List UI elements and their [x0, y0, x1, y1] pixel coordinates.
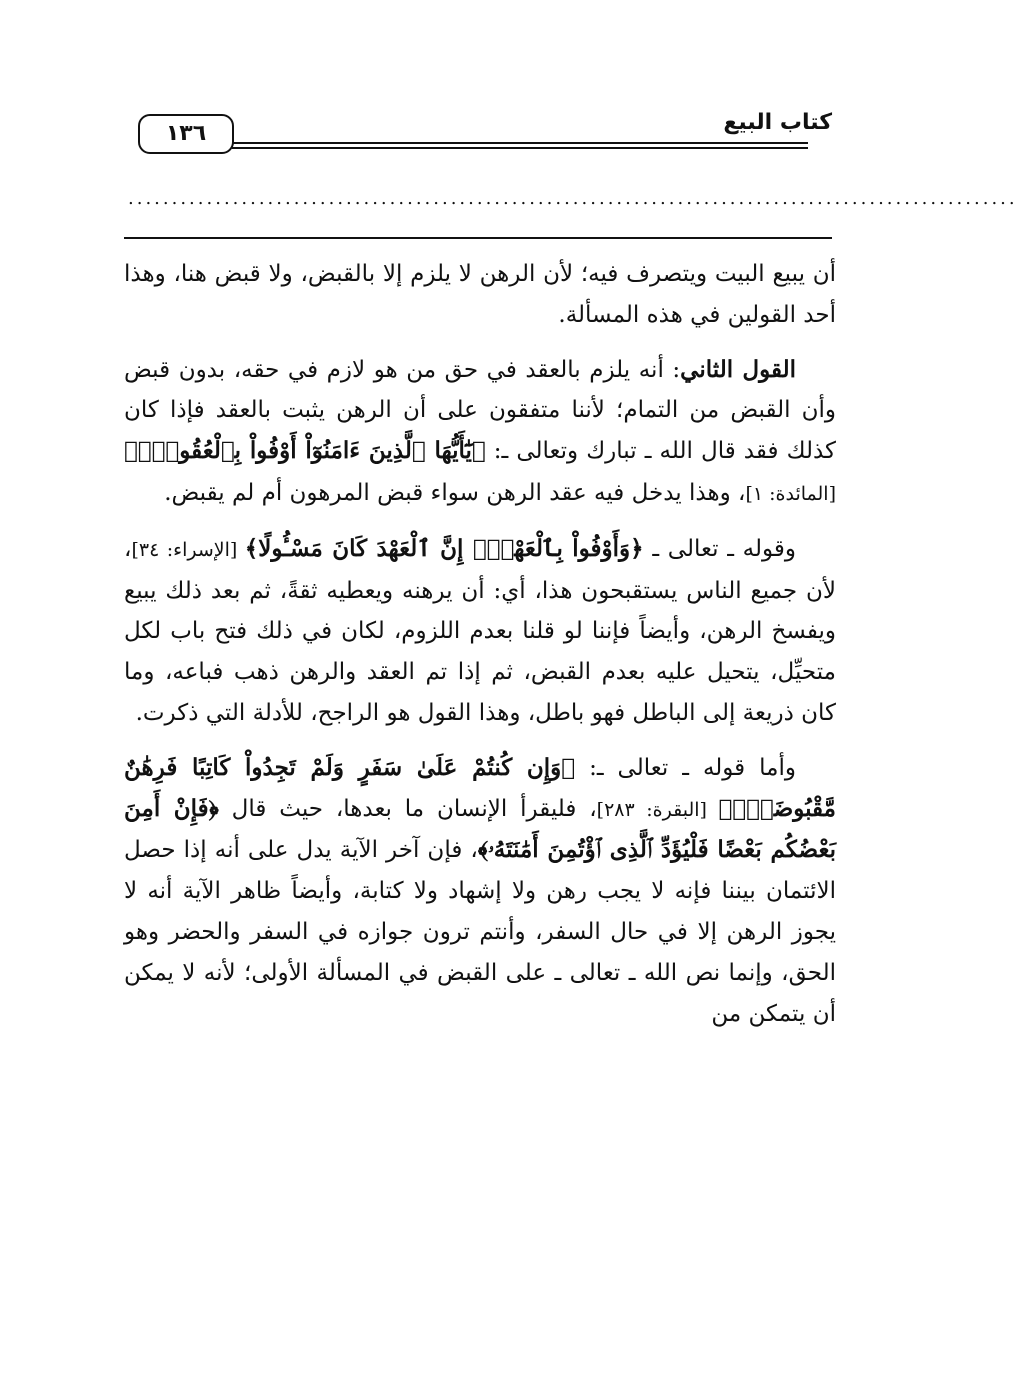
quran-verse: ﴿يَٰٓأَيُّهَا ٱلَّذِينَ ءَامَنُوٓاْ أَوْفُواْ بِٱلْعُقُودِۚ﴾	[124, 437, 486, 465]
page-number-rule	[232, 142, 268, 144]
paragraph-4	[124, 748, 836, 1035]
verse-reference: [البقرة: ٢٨٣]	[596, 798, 719, 821]
page-header	[120, 108, 832, 152]
page-number-rule	[232, 147, 268, 149]
book-title: كتاب البيع	[723, 110, 832, 135]
quran-verse: ﴿وَإِن كُنتُمْ عَلَىٰ سَفَرٍ وَلَمْ تَجِدُواْ كَاتِبًا فَرِهَٰنٌ مَّقْبُوضَةٌۖ﴾	[124, 753, 836, 822]
text-span: وقوله ـ تعالى ـ	[643, 535, 797, 562]
text-span: ، فليقرأ الإنسان ما بعدها، حيث قال	[218, 795, 597, 822]
paragraph-1: أن يبيع البيت ويتصرف فيه؛ لأن الرهن لا يلزم إلا بالقبض، ولا قبض هنا، وهذا أحد القولين في هذه المسألة.	[124, 261, 836, 328]
text-span: : أنه يلزم بالعقد في حق من هو لازم في حقه، بدون قبض وأن القبض من التمام؛ لأننا متفقون على أن الرهن يثبت بالعقد فإذا كان كذلك فقد قال الله ـ تبارك وتعالى ـ:	[124, 356, 836, 465]
page-body	[124, 254, 836, 1034]
paragraph-2	[124, 350, 836, 515]
quran-verse: ﴿وَأَوْفُواْ بِٱلْعَهْدِۖ إِنَّ ٱلْعَهْدَ كَانَ مَسْـُٔولًا﴾	[244, 534, 644, 562]
verse-reference: [المائدة: ١]	[745, 482, 836, 505]
text-span: وأما قوله ـ تعالى ـ:	[575, 754, 796, 781]
quran-verse: ﴿فَإِنْ أَمِنَ بَعْضُكُم بَعْضًا فَلْيُؤَدِّ ٱلَّذِى ٱؤْتُمِنَ أَمَٰنَتَهُۥ﴾	[124, 794, 836, 864]
verse-reference: [الإسراء: ٣٤]	[131, 538, 245, 561]
text-span: ، لأن جميع الناس يستقبحون هذا، أي: أن يرهنه ويعطيه ثقةً، ثم بعد ذلك يبيع ويفسخ الرهن، وأيضاً فإننا لو قلنا بعدم اللزوم، لكان في ذلك فتح باب لكل متحيِّل، يتحيل عليه بعدم القبض، ثم إذا تم العقد والرهن ذهب فباعه، وما كان ذريعة إلى الباطل فهو باطل، وهذا القول هو الراجح، للأدلة التي ذكرت.	[124, 535, 836, 726]
separator-rule	[124, 237, 832, 239]
page-number-box	[120, 118, 268, 150]
text-span: ، وهذا يدخل فيه عقد الرهن سواء قبض المرهون أم لم يقبض.	[164, 479, 746, 506]
dotted-separator: ......................................................................................................	[128, 188, 1018, 209]
header-rule	[268, 142, 808, 144]
header-rule	[268, 147, 808, 149]
paragraph-3	[124, 529, 836, 734]
page-number: ١٣٦	[138, 114, 234, 154]
section-heading: القول الثاني	[680, 355, 796, 383]
text-span: ، فإن آخر الآية يدل على أنه إذا حصل الائتمان بيننا فإنه لا يجب رهن ولا إشهاد ولا كتابة، وأيضاً ظاهر الآية أنه لا يجوز الرهن إلا في حال السفر، وأنتم ترون جوازه في السفر والحضر وهو الحق، وإنما نص الله ـ تعالى ـ على القبض في المسألة الأولى؛ لأنه لا يمكن أن يتمكن من	[124, 837, 836, 1027]
